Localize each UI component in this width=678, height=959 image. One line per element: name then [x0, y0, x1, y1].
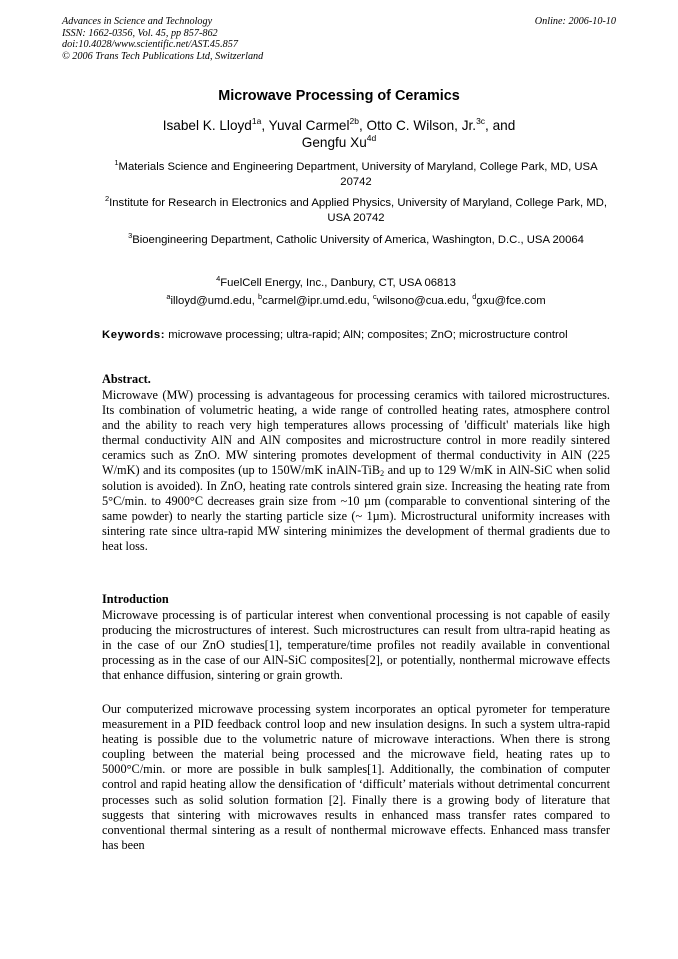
affiliation-2 [100, 196, 612, 225]
online-date: Online: 2006-10-10 [534, 16, 616, 27]
email-sup: d [472, 292, 477, 301]
author-name: Otto C. Wilson, Jr. [366, 118, 477, 133]
email-list: $^a$illoyd@umd.edu, $^b$carmel@ipr.umd.edu, $^c$wilsono@cua.edu, $^d$gxu@fce.com [166, 292, 546, 307]
author-separator: , [358, 118, 367, 133]
abstract-text [102, 388, 610, 554]
affiliation-text: Materials Science and Engineering Department, University of Maryland, College Park, MD, USA 20742 [118, 161, 598, 188]
abstract-heading: Abstract. [102, 372, 151, 386]
introduction-heading: Introduction [102, 592, 169, 606]
author-separator: , and [485, 118, 516, 133]
affiliation-sup: 3 [128, 231, 133, 240]
email-link[interactable]: gxu@fce.com [476, 295, 546, 307]
author-sup: 3c [476, 116, 486, 126]
journal-name: Advances in Science and Technology [62, 16, 213, 27]
affiliation-4 [80, 276, 592, 291]
email-link[interactable]: carmel@ipr.umd.edu [262, 295, 367, 307]
copyright-line: © 2006 Trans Tech Publications Ltd, Switzerland [62, 50, 264, 62]
keywords-label: Keywords: [102, 329, 166, 341]
affiliation-sup: 1 [114, 158, 119, 167]
author-sup: 2b [349, 116, 359, 126]
affiliation-sup: 2 [104, 194, 110, 203]
affiliation-text: Institute for Research in Electronics and Applied Physics, University of Maryland, College Park, MD, USA 20742 [109, 197, 608, 224]
affiliation-text: Bioengineering Department, Catholic University of America, Washington, D.C., USA 20064 [132, 234, 584, 246]
paper-title: Microwave Processing of Ceramics [218, 88, 460, 104]
journal-header [62, 16, 263, 62]
email-sup: c [372, 292, 377, 301]
author-name: Yuval Carmel [268, 118, 350, 133]
affiliation-sup: 4 [216, 274, 221, 283]
keywords-text: microwave processing; ultra-rapid; AlN; composites; ZnO; microstructure control [168, 329, 568, 341]
doi-line[interactable]: doi:10.4028/www.scientific.net/AST.45.857 [62, 39, 238, 51]
email-sup: a [166, 292, 171, 301]
introduction-paragraph-2: Our computerized microwave processing system incorporates an optical pyrometer for temperature measurement in a PID feedback control loop and new insulation designs. In such a system ultra-rapid heating is possible due to the volumetric nature of microwave interactions. When there is strong coupling between the material being processed and the microwave field, heating rates up to 5000°C/min. or more are possible in bulk samples[1]. Additionally, the combination of computer control and rapid heating allow the densification of ‘difficult’ materials without detrimental concurrent processes such as solid solution formation [2]. Finally there is a growing body of literature that suggests that sintering with microwaves results in enhanced mass transfer rates compared to conventional thermal sintering as a result of nonthermal microwave effects. Enhanced mass transfer has been [102, 702, 610, 852]
author-name: Gengfu Xu [301, 135, 367, 150]
affiliation-3 [100, 233, 612, 248]
subscript: 2 [380, 469, 385, 479]
abstract-text-part1: Microwave (MW) processing is advantageous for processing ceramics with tailored microstructures. Its combination of volumetric heating, a wide range of controlled heating rates, atmosphere control and the ability to reach very high temperatures allows processing of 'difficult' materials like high thermal conductivity AlN and AlN composites and microstructure control in more readily sintered ceramics such as ZnO. MW sintering promotes development of thermal conductivity in AlN (225 W/mK) and its composites (up to 150W/mK inAlN-TiB [102, 388, 610, 478]
email-sup: b [258, 292, 263, 301]
email-link[interactable]: wilsono@cua.edu [376, 295, 466, 307]
introduction-paragraph-1: Microwave processing is of particular interest when conventional processing is not capable of easily producing the microstructures of interest. Such microstructures can result from ultra-rapid heating as in the case of our ZnO studies[1], temperature/time profiles not readily available in conventional processing as in the case of our AlN-SiC composites[2], or potentially, nonthermal microwave effects that enhance diffusion, sintering or grain growth. [102, 608, 610, 683]
issn-line: ISSN: 1662-0356, Vol. 45, pp 857-862 [62, 27, 218, 39]
author-separator: , [261, 118, 269, 133]
author-list [100, 117, 578, 151]
author-name: Isabel K. Lloyd [162, 118, 252, 133]
abstract-text-part2: and up to 129 W/mK in AlN-SiC when solid solution is avoided). In ZnO, heating rate controls sintered grain size. Increasing the heating rate from 5°C/min. to 4900°C decreases grain size from ~10 µm (comparable to conventional sintering of the same powder) to nearly the starting particle size (~ 1µm). Microstructural uniformity increases with sintering rate since ultra-rapid MW sintering minimizes the development of thermal gradients due to heat loss. [102, 463, 610, 553]
email-link[interactable]: illoyd@umd.edu [170, 295, 252, 307]
keywords [102, 328, 610, 343]
affiliation-1 [100, 160, 612, 189]
author-sup: 4d [366, 133, 377, 143]
author-sup: 1a [251, 116, 262, 126]
affiliation-text: FuelCell Energy, Inc., Danbury, CT, USA 06813 [220, 277, 456, 289]
